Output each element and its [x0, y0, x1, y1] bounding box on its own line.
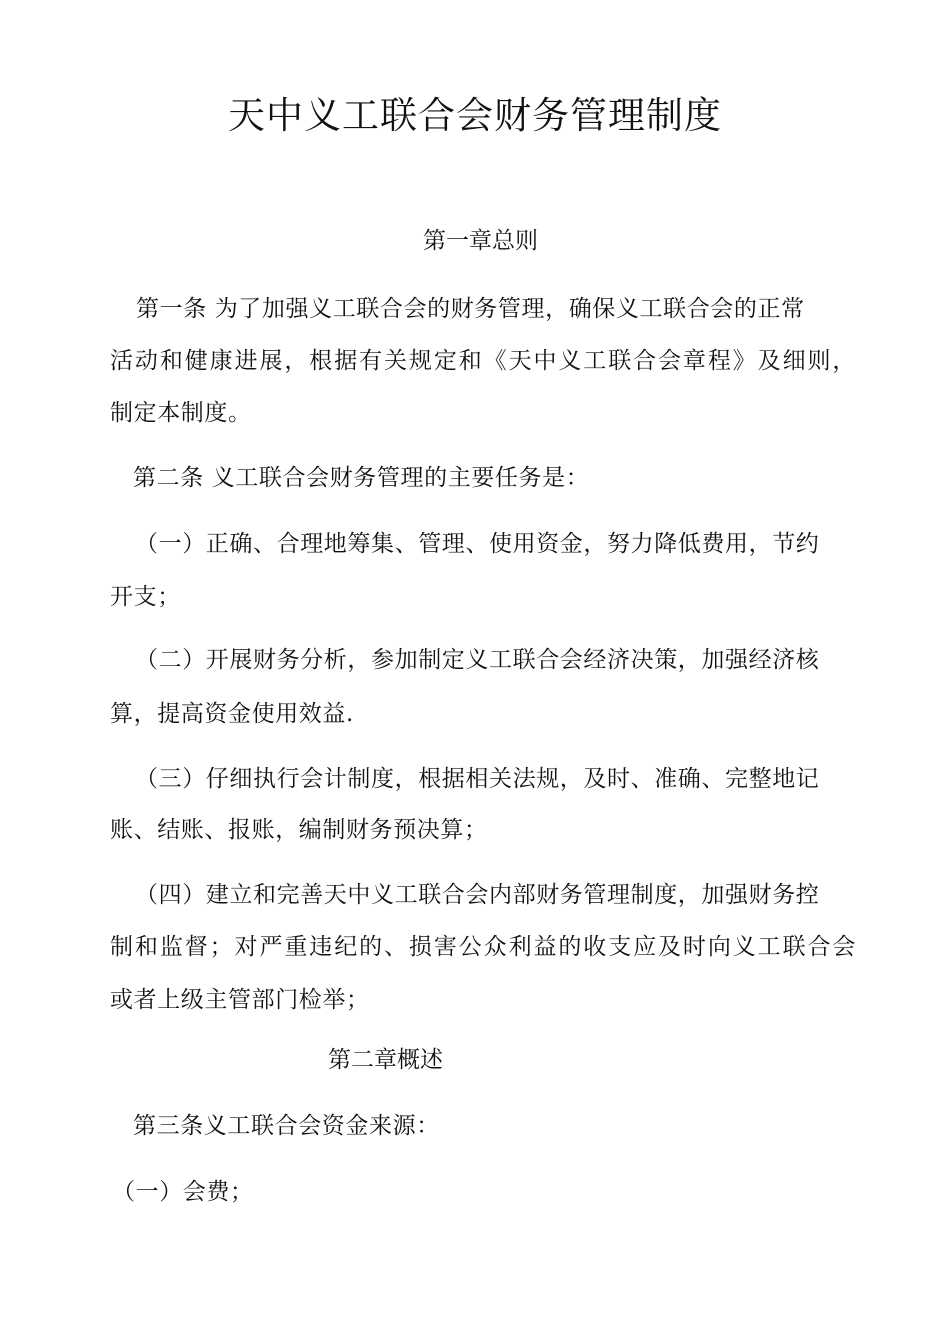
item-1-line-1: （一）正确、合理地筹集、管理、使用资金，努力降低费用，节约 — [135, 531, 820, 557]
item-3-line-1: （三）仔细执行会计制度，根据相关法规，及时、准确、完整地记 — [135, 766, 820, 792]
chapter-heading-1: 第一章总则 — [423, 228, 538, 254]
article-1-line-2: 活动和健康进展，根据有关规定和《天中义工联合会章程》及细则， — [110, 348, 856, 374]
source-item-1: （一）会费； — [112, 1179, 254, 1205]
article-3: 第三条义工联合会资金来源： — [133, 1113, 440, 1139]
item-4-line-3: 或者上级主管部门检举； — [110, 987, 370, 1013]
document-title: 天中义工联合会财务管理制度 — [228, 94, 722, 137]
item-4-line-1: （四）建立和完善天中义工联合会内部财务管理制度，加强财务控 — [135, 882, 820, 908]
item-1-line-2: 开支； — [110, 584, 181, 610]
item-4-line-2: 制和监督；对严重违纪的、损害公众利益的收支应及时向义工联合会 — [110, 934, 856, 960]
item-2-line-2: 算，提高资金使用效益. — [110, 701, 354, 727]
item-3-line-2: 账、结账、报账，编制财务预决算； — [110, 817, 488, 843]
chapter-heading-2: 第二章概述 — [328, 1047, 443, 1073]
article-2: 第二条 义工联合会财务管理的主要任务是： — [133, 465, 590, 491]
article-1-line-3: 制定本制度。 — [110, 400, 252, 426]
item-2-line-1: （二）开展财务分析，参加制定义工联合会经济决策，加强经济核 — [135, 647, 820, 673]
article-1-line-1: 第一条 为了加强义工联合会的财务管理，确保义工联合会的正常 — [136, 296, 805, 322]
